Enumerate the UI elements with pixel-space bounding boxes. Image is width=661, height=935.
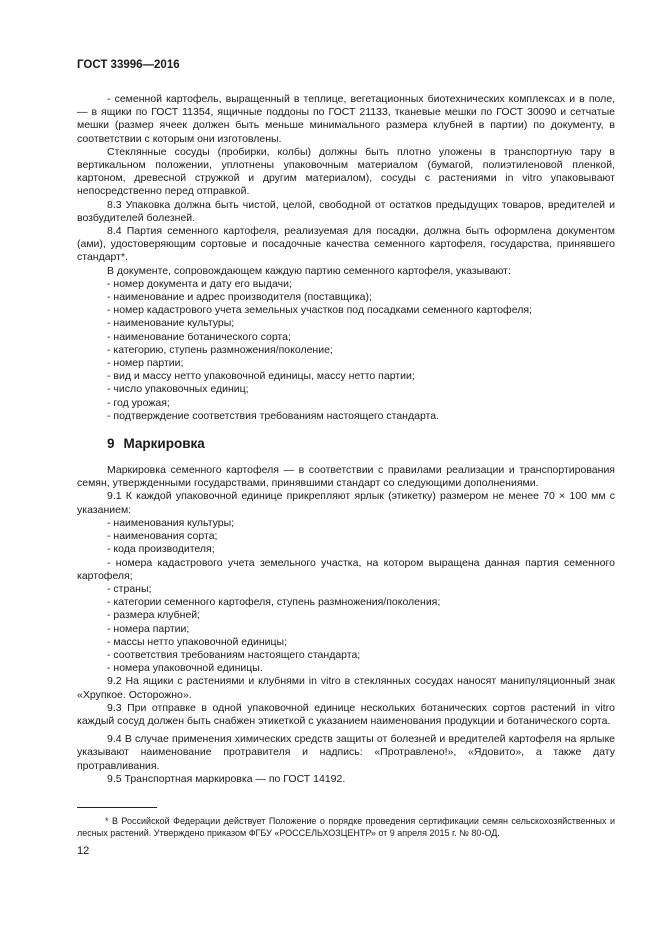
section-title: Маркировка: [123, 436, 205, 452]
paragraph: Стеклянные сосуды (пробирки, колбы) должны быть плотно уложены в транспортную тару в вертикальном положении, уплотнены упаковочным материалом (бумагой, полиэтиленовой пленкой, картоном, древесной стружкой и другим материалом), сосуды с растениями in vitro упаковывают непосредственно перед отправкой.: [77, 145, 615, 198]
list-item: - наименование ботанического сорта;: [107, 330, 291, 343]
list-item: - массы нетто упаковочной единицы;: [107, 635, 288, 648]
list-item: - номер документа и дату его выдачи;: [107, 277, 292, 290]
document-body: [77, 93, 615, 786]
paragraph: - семенной картофель, выращенный в теплице, вегетационных биотехнических комплексах и в поле, — в ящики по ГОСТ 11354, ящичные поддоны по ГОСТ 21133, тканевые мешки по ГОСТ 30090 и сетчатые мешки (размер ячеек должен быть меньше минимального размера клубней в партии) по документу, в соответствии с которым они изготовлены.: [77, 93, 615, 145]
list-item: - номера партии;: [107, 622, 190, 635]
list-item: - категории семенного картофеля, ступень размножения/поколения;: [107, 596, 441, 609]
list-item: - номера кадастрового учета земельного участка, на котором выращена данная партия семенного картофеля;: [77, 556, 615, 582]
section-number: 9: [107, 436, 115, 452]
list-item: - подтверждение соответствия требованиям настоящего стандарта.: [107, 409, 440, 422]
list-item: - наименования культуры;: [107, 516, 235, 529]
footnote-divider: [77, 807, 157, 808]
list-item: - число упаковочных единиц;: [107, 383, 249, 396]
footnote: * В Российской Федерации действует Положение о порядке проведения сертификации семян сельскохозяйственных и лесных растений. Утверждено приказом ФГБУ «РОССЕЛЬХОЗЦЕНТР» от 9 апреля 2015 г. № 80-ОД.: [77, 816, 615, 838]
list-item: - размера клубней;: [107, 609, 201, 622]
paragraph: В документе, сопровождающем каждую партию семенного картофеля, указывают:: [107, 264, 511, 277]
page-header-standard-number: ГОСТ 33996—2016: [77, 59, 180, 71]
paragraph-9-3: 9.3 При отправке в одной упаковочной единице нескольких ботанических сортов растений in vitro каждый сосуд должен быть снабжен этикеткой с указанием наименования продукции и ботанического сорта.: [77, 701, 615, 727]
page-number: 12: [77, 845, 90, 857]
paragraph-8-3: 8.3 Упаковка должна быть чистой, целой, свободной от остатков предыдущих товаров, вредителей и возбудителей болезней.: [77, 198, 615, 224]
paragraph-9-2: 9.2 На ящики с растениями и клубнями in vitro в стеклянных сосудах наносят манипуляционный знак «Хрупкое. Осторожно».: [77, 675, 615, 701]
section-heading: [77, 436, 615, 452]
list-item: - соответствия требованиям настоящего стандарта;: [107, 648, 361, 661]
list-item: - наименование культуры;: [107, 317, 235, 330]
list-item: - категорию, ступень размножения/поколение;: [107, 343, 333, 356]
list-item: - наименования сорта;: [107, 530, 218, 543]
paragraph: Маркировка семенного картофеля — в соответствии с правилами реализации и транспортирования семян, утвержденными государствами, принявшими стандарт со следующими дополнениями.: [77, 464, 615, 490]
list-item: - вид и массу нетто упаковочной единицы, массу нетто партии;: [107, 370, 415, 383]
paragraph-8-4: 8.4 Партия семенного картофеля, реализуемая для посадки, должна быть оформлена документом (ами), удостоверяющим сортовые и посадочные качества семенного картофеля, государства, принявшего стандарт*.: [77, 225, 615, 264]
list-item: - номера упаковочной единицы.: [107, 662, 263, 675]
paragraph-9-4: 9.4 В случае применения химических средств защиты от болезней и вредителей картофеля на ярлыке указывают наименование протравителя и надпись: «Протравлено!», «Ядовито», а также дату протравливания.: [77, 733, 615, 772]
list-item: - номер партии;: [107, 357, 184, 370]
list-item: - кода производителя;: [107, 543, 215, 556]
paragraph-9-5: 9.5 Транспортная маркировка — по ГОСТ 14192.: [107, 772, 346, 785]
list-item: - номер кадастрового учета земельных участков под посадками семенного картофеля;: [107, 304, 532, 317]
list-item: - год урожая;: [107, 396, 170, 409]
list-item: - наименование и адрес производителя (поставщика);: [107, 291, 372, 304]
paragraph-9-1: 9.1 К каждой упаковочной единице прикрепляют ярлык (этикетку) размером не менее 70 × 100 мм с указанием:: [77, 490, 615, 516]
list-item: - страны;: [107, 582, 152, 595]
